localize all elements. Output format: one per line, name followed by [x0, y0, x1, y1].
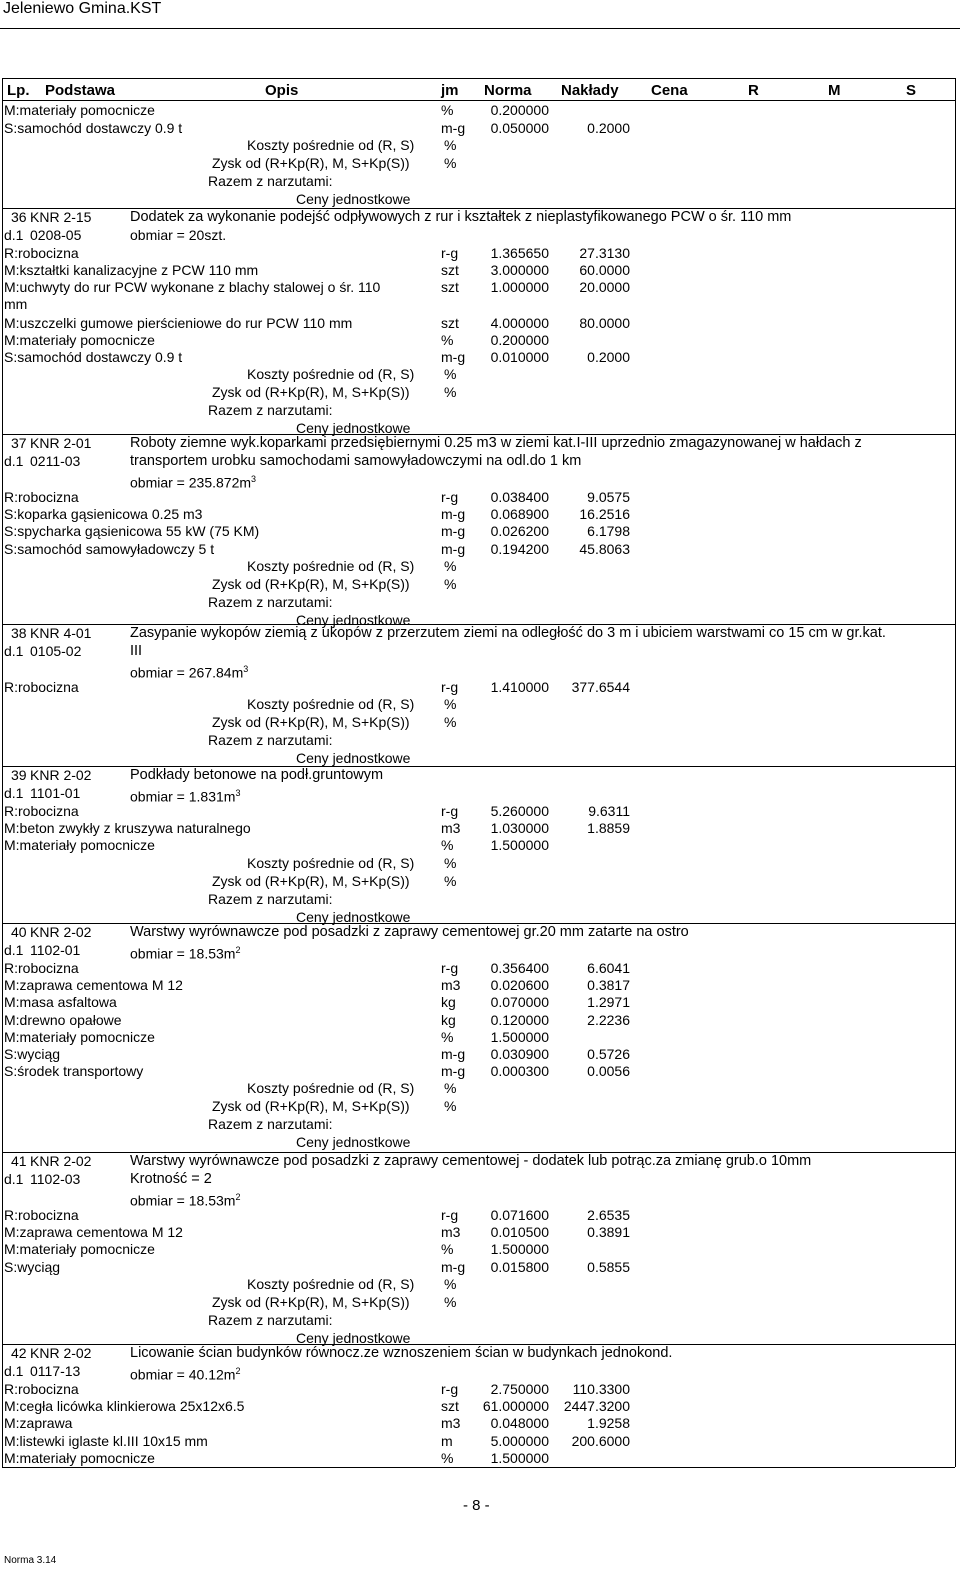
resource-norma: 0.200000 — [490, 102, 549, 118]
resource-norma: 3.000000 — [490, 262, 549, 278]
resource-norma: 0.050000 — [490, 120, 549, 136]
resource-unit: r-g — [441, 1381, 459, 1397]
resource-name: M:materiały pomocnicze — [4, 1241, 155, 1257]
resource-unit: m3 — [441, 820, 461, 836]
resource-unit: r-g — [441, 960, 459, 976]
resource-norma: 0.070000 — [490, 994, 549, 1010]
resource-norma: 0.200000 — [490, 332, 549, 348]
resource-name: S:samochód dostawczy 0.9 t — [4, 120, 183, 136]
profit-unit: % — [444, 155, 457, 171]
table-right-border — [955, 78, 956, 1467]
resource-norma: 5.260000 — [490, 803, 549, 819]
resource-unit: r-g — [441, 489, 459, 505]
position-basis: KNR 2-02 — [30, 1153, 92, 1169]
resource-name: M:materiały pomocnicze — [4, 332, 155, 348]
resource-unit: % — [441, 1241, 454, 1257]
total-with-markups-label: Razem z narzutami: — [208, 173, 333, 189]
resource-unit: r-g — [441, 1207, 459, 1223]
resource-norma: 0.068900 — [490, 506, 549, 522]
table-left-border — [2, 78, 3, 1467]
position-number: 38 — [11, 625, 27, 641]
indirect-costs-unit: % — [444, 1276, 457, 1292]
resource-name: M:materiały pomocnicze — [4, 837, 155, 853]
resource-norma: 61.000000 — [482, 1398, 549, 1414]
column-header-8: M — [828, 82, 841, 99]
unit-prices-label: Ceny jednostkowe — [296, 1134, 411, 1150]
resource-cena: 45.8063 — [579, 541, 630, 557]
total-with-markups-label: Razem z narzutami: — [208, 402, 333, 418]
table-header-border — [2, 100, 955, 101]
position-number: 42 — [11, 1345, 27, 1361]
position-prefix: d.1 — [4, 785, 24, 801]
column-header-2: Opis — [265, 82, 299, 99]
total-with-markups-label: Razem z narzutami: — [208, 732, 333, 748]
resource-name: M:materiały pomocnicze — [4, 102, 155, 118]
resource-cena: 9.6311 — [588, 803, 630, 819]
indirect-costs-unit: % — [444, 137, 457, 153]
resource-norma: 0.015800 — [490, 1259, 549, 1275]
position-description: Warstwy wyrównawcze pod posadzki z zaprawy cementowej gr.20 mm zatarte na ostro — [130, 924, 689, 940]
resource-unit: m-g — [441, 523, 466, 539]
resource-unit: % — [441, 1450, 454, 1466]
position-description: Zasypanie wykopów ziemią z ukopów z przerzutem ziemi na odległość do 3 m i ubiciem warstwami co 15 cm w gr.kat. — [130, 625, 886, 641]
position-description: Licowanie ścian budynków równocz.ze wznoszeniem ścian w budynkach jednokond. — [130, 1345, 673, 1361]
profit-label: Zysk od (R+Kp(R), M, S+Kp(S)) — [212, 1294, 410, 1310]
resource-unit: m-g — [441, 1259, 466, 1275]
resource-cena: 27.3130 — [579, 245, 630, 261]
unit-prices-label: Ceny jednostkowe — [296, 909, 411, 925]
resource-cena: 200.6000 — [571, 1433, 630, 1449]
resource-cena: 0.3817 — [587, 977, 630, 993]
resource-name: R:robocizna — [4, 489, 79, 505]
position-description: Roboty ziemne wyk.koparkami przedsiębiernymi 0.25 m3 w ziemi kat.I-III uprzednio zmagazynowanej w hałdach z — [130, 435, 862, 451]
quantity: obmiar = $1.831m^3$ — [130, 788, 241, 805]
resource-name: S:samochód samowyładowczy 5 t — [4, 541, 215, 557]
profit-label: Zysk od (R+Kp(R), M, S+Kp(S)) — [212, 155, 410, 171]
resource-name: R:robocizna — [4, 1381, 79, 1397]
column-header-6: Cena — [651, 82, 688, 99]
resource-unit: % — [441, 1029, 454, 1045]
position-prefix: d.1 — [4, 942, 24, 958]
resource-cena: 60.0000 — [579, 262, 630, 278]
position-basis: KNR 2-02 — [30, 767, 92, 783]
resource-unit: kg — [441, 994, 456, 1010]
unit-prices-label: Ceny jednostkowe — [296, 1330, 411, 1346]
resource-norma: 1.365650 — [490, 245, 549, 261]
profit-label: Zysk od (R+Kp(R), M, S+Kp(S)) — [212, 576, 410, 592]
resource-unit: m-g — [441, 120, 466, 136]
unit-prices-label: Ceny jednostkowe — [296, 191, 411, 207]
resource-unit: r-g — [441, 245, 459, 261]
indirect-costs-label: Koszty pośrednie od (R, S) — [247, 137, 415, 153]
resource-norma: 1.500000 — [490, 837, 549, 853]
profit-unit: % — [444, 873, 457, 889]
column-header-0: Lp. — [7, 82, 30, 99]
resource-norma: 1.000000 — [490, 279, 549, 295]
resource-norma: 1.410000 — [490, 679, 549, 695]
position-basis-code: 1102-01 — [30, 942, 81, 958]
resource-cena: 1.2971 — [587, 994, 630, 1010]
quantity: obmiar = $18.53m^2$ — [130, 1192, 241, 1209]
column-header-9: S — [906, 82, 917, 99]
resource-unit: % — [441, 837, 454, 853]
resource-cena: 2.2236 — [587, 1012, 630, 1028]
position-number: 36 — [11, 209, 27, 225]
position-prefix: d.1 — [4, 453, 24, 469]
position-description: Podkłady betonowe na podł.gruntowym — [130, 767, 384, 783]
resource-unit: % — [441, 102, 454, 118]
indirect-costs-label: Koszty pośrednie od (R, S) — [247, 696, 415, 712]
indirect-costs-unit: % — [444, 558, 457, 574]
position-description: Krotność = 2 — [130, 1171, 212, 1187]
resource-name: S:wyciąg — [4, 1259, 61, 1275]
profit-label: Zysk od (R+Kp(R), M, S+Kp(S)) — [212, 714, 410, 730]
resource-unit: kg — [441, 1012, 456, 1028]
profit-unit: % — [444, 714, 457, 730]
resource-unit: m — [441, 1433, 453, 1449]
resource-norma: 0.000300 — [490, 1063, 549, 1079]
resource-norma: 5.000000 — [490, 1433, 549, 1449]
indirect-costs-label: Koszty pośrednie od (R, S) — [247, 1276, 415, 1292]
resource-name: M:uszczelki gumowe pierścieniowe do rur PCW 110 mm — [4, 315, 353, 331]
position-description: Warstwy wyrównawcze pod posadzki z zaprawy cementowej - dodatek lub potrąc.za zmianę grub.o 10mm — [130, 1153, 812, 1169]
position-basis-code: 0208-05 — [30, 227, 82, 243]
profit-unit: % — [444, 576, 457, 592]
resource-unit: m-g — [441, 1063, 466, 1079]
unit-prices-label: Ceny jednostkowe — [296, 420, 411, 436]
resource-name: M:cegła licówka klinkierowa 25x12x6.5 — [4, 1398, 245, 1414]
indirect-costs-unit: % — [444, 696, 457, 712]
profit-label: Zysk od (R+Kp(R), M, S+Kp(S)) — [212, 873, 410, 889]
resource-name-cont: mm — [4, 296, 28, 312]
indirect-costs-label: Koszty pośrednie od (R, S) — [247, 558, 415, 574]
resource-unit: szt — [441, 1398, 459, 1414]
position-basis: KNR 2-02 — [30, 924, 92, 940]
resource-name: M:drewno opałowe — [4, 1012, 122, 1028]
indirect-costs-label: Koszty pośrednie od (R, S) — [247, 855, 415, 871]
total-with-markups-label: Razem z narzutami: — [208, 891, 333, 907]
resource-unit: m-g — [441, 506, 466, 522]
resource-unit: r-g — [441, 679, 459, 695]
position-basis: KNR 2-01 — [30, 435, 92, 451]
column-header-7: R — [748, 82, 759, 99]
resource-cena: 2447.3200 — [563, 1398, 630, 1414]
resource-norma: 1.500000 — [490, 1450, 549, 1466]
column-header-5: Nakłady — [561, 82, 619, 99]
position-prefix: d.1 — [4, 1171, 24, 1187]
resource-cena: 6.6041 — [587, 960, 630, 976]
resource-unit: m3 — [441, 1415, 461, 1431]
resource-name: M:materiały pomocnicze — [4, 1450, 155, 1466]
position-prefix: d.1 — [4, 227, 24, 243]
position-number: 37 — [11, 435, 27, 451]
position-basis-code: 0105-02 — [30, 643, 82, 659]
resource-cena: 6.1798 — [587, 523, 630, 539]
resource-name: M:beton zwykły z kruszywa naturalnego — [4, 820, 251, 836]
column-header-3: jm — [441, 82, 459, 99]
resource-unit: szt — [441, 315, 459, 331]
unit-prices-label: Ceny jednostkowe — [296, 750, 411, 766]
resource-name: S:koparka gąsienicowa 0.25 m3 — [4, 506, 203, 522]
position-prefix: d.1 — [4, 643, 24, 659]
resource-norma: 0.030900 — [490, 1046, 549, 1062]
position-basis-code: 1101-01 — [30, 785, 81, 801]
resource-cena: 0.3891 — [587, 1224, 630, 1240]
resource-norma: 0.356400 — [490, 960, 549, 976]
position-description: III — [130, 643, 143, 659]
resource-unit: szt — [441, 262, 459, 278]
resource-name: M:zaprawa cementowa M 12 — [4, 977, 183, 993]
indirect-costs-unit: % — [444, 366, 457, 382]
profit-label: Zysk od (R+Kp(R), M, S+Kp(S)) — [212, 1098, 410, 1114]
quantity: obmiar = $267.84m^3$ — [130, 664, 249, 681]
software-version: Norma 3.14 — [4, 1555, 57, 1566]
resource-unit: m3 — [441, 977, 461, 993]
resource-cena: 9.0575 — [587, 489, 630, 505]
resource-unit: m3 — [441, 1224, 461, 1240]
resource-cena: 16.2516 — [579, 506, 630, 522]
resource-cena: 0.2000 — [587, 349, 630, 365]
resource-norma: 1.500000 — [490, 1029, 549, 1045]
position-description: Dodatek za wykonanie podejść odpływowych z rur i kształtek z nieplastyfikowanego PCW o śr. 110 mm — [130, 209, 792, 225]
resource-cena: 0.5855 — [587, 1259, 630, 1275]
resource-cena: 0.0056 — [587, 1063, 630, 1079]
resource-name: R:robocizna — [4, 1207, 79, 1223]
resource-cena: 1.8859 — [587, 820, 630, 836]
resource-unit: r-g — [441, 803, 459, 819]
resource-name: M:kształtki kanalizacyjne z PCW 110 mm — [4, 262, 259, 278]
total-with-markups-label: Razem z narzutami: — [208, 1116, 333, 1132]
quantity: obmiar = 20szt. — [130, 227, 227, 243]
profit-unit: % — [444, 1098, 457, 1114]
resource-unit: szt — [441, 279, 459, 295]
position-basis: KNR 2-02 — [30, 1345, 92, 1361]
unit-prices-label: Ceny jednostkowe — [296, 612, 411, 628]
quantity: obmiar = $235.872m^3$ — [130, 474, 257, 491]
position-description: transportem urobku samochodami samowyładowczymi na odl.do 1 km — [130, 453, 582, 469]
resource-name: R:robocizna — [4, 803, 79, 819]
page-number: - 8 - — [463, 1497, 490, 1514]
position-basis-code: 0211-03 — [30, 453, 81, 469]
resource-unit: m-g — [441, 541, 466, 557]
indirect-costs-unit: % — [444, 1080, 457, 1096]
column-header-1: Podstawa — [45, 82, 116, 99]
resource-norma: 0.048000 — [490, 1415, 549, 1431]
resource-cena: 2.6535 — [587, 1207, 630, 1223]
table-top-border — [2, 78, 955, 79]
resource-norma: 0.020600 — [490, 977, 549, 993]
total-with-markups-label: Razem z narzutami: — [208, 594, 333, 610]
resource-name: R:robocizna — [4, 245, 79, 261]
resource-unit: m-g — [441, 1046, 466, 1062]
document-title: Jeleniewo Gmina.KST — [3, 0, 162, 17]
resource-name: M:uchwyty do rur PCW wykonane z blachy stalowej o śr. 110 — [4, 279, 381, 295]
position-basis-code: 1102-03 — [30, 1171, 81, 1187]
resource-unit: m-g — [441, 349, 466, 365]
resource-cena: 0.2000 — [587, 120, 630, 136]
position-prefix: d.1 — [4, 1363, 24, 1379]
total-with-markups-label: Razem z narzutami: — [208, 1312, 333, 1328]
resource-name: S:samochód dostawczy 0.9 t — [4, 349, 183, 365]
resource-norma: 0.026200 — [490, 523, 549, 539]
resource-name: S:wyciąg — [4, 1046, 61, 1062]
header-divider — [0, 28, 960, 29]
resource-cena: 377.6544 — [571, 679, 630, 695]
position-basis: KNR 4-01 — [30, 625, 92, 641]
resource-norma: 0.010000 — [490, 349, 549, 365]
column-header-4: Norma — [484, 82, 532, 99]
quantity: obmiar = $18.53m^2$ — [130, 945, 241, 962]
resource-name: M:materiały pomocnicze — [4, 1029, 155, 1045]
profit-unit: % — [444, 1294, 457, 1310]
resource-norma: 0.038400 — [490, 489, 549, 505]
resource-norma: 0.120000 — [490, 1012, 549, 1028]
profit-unit: % — [444, 384, 457, 400]
resource-name: M:zaprawa cementowa M 12 — [4, 1224, 183, 1240]
resource-name: S:środek transportowy — [4, 1063, 144, 1079]
resource-name: R:robocizna — [4, 960, 79, 976]
resource-unit: % — [441, 332, 454, 348]
resource-norma: 0.010500 — [490, 1224, 549, 1240]
resource-norma: 1.500000 — [490, 1241, 549, 1257]
resource-cena: 0.5726 — [587, 1046, 630, 1062]
indirect-costs-label: Koszty pośrednie od (R, S) — [247, 1080, 415, 1096]
resource-name: R:robocizna — [4, 679, 79, 695]
position-number: 41 — [11, 1153, 27, 1169]
resource-norma: 1.030000 — [490, 820, 549, 836]
position-basis-code: 0117-13 — [30, 1363, 81, 1379]
position-basis: KNR 2-15 — [30, 209, 92, 225]
profit-label: Zysk od (R+Kp(R), M, S+Kp(S)) — [212, 384, 410, 400]
resource-name: S:spycharka gąsienicowa 55 kW (75 KM) — [4, 523, 260, 539]
quantity: obmiar = $40.12m^2$ — [130, 1366, 241, 1383]
resource-norma: 4.000000 — [490, 315, 549, 331]
table-bottom-border — [2, 1467, 955, 1468]
indirect-costs-label: Koszty pośrednie od (R, S) — [247, 366, 415, 382]
resource-cena: 1.9258 — [587, 1415, 630, 1431]
resource-norma: 0.194200 — [490, 541, 549, 557]
resource-cena: 110.3300 — [572, 1381, 630, 1397]
resource-name: M:masa asfaltowa — [4, 994, 117, 1010]
indirect-costs-unit: % — [444, 855, 457, 871]
resource-norma: 0.071600 — [490, 1207, 549, 1223]
position-number: 40 — [11, 924, 27, 940]
position-number: 39 — [11, 767, 27, 783]
resource-norma: 2.750000 — [490, 1381, 549, 1397]
resource-cena: 20.0000 — [579, 279, 630, 295]
resource-cena: 80.0000 — [579, 315, 630, 331]
resource-name: M:listewki iglaste kl.III 10x15 mm — [4, 1433, 208, 1449]
resource-name: M:zaprawa — [4, 1415, 73, 1431]
